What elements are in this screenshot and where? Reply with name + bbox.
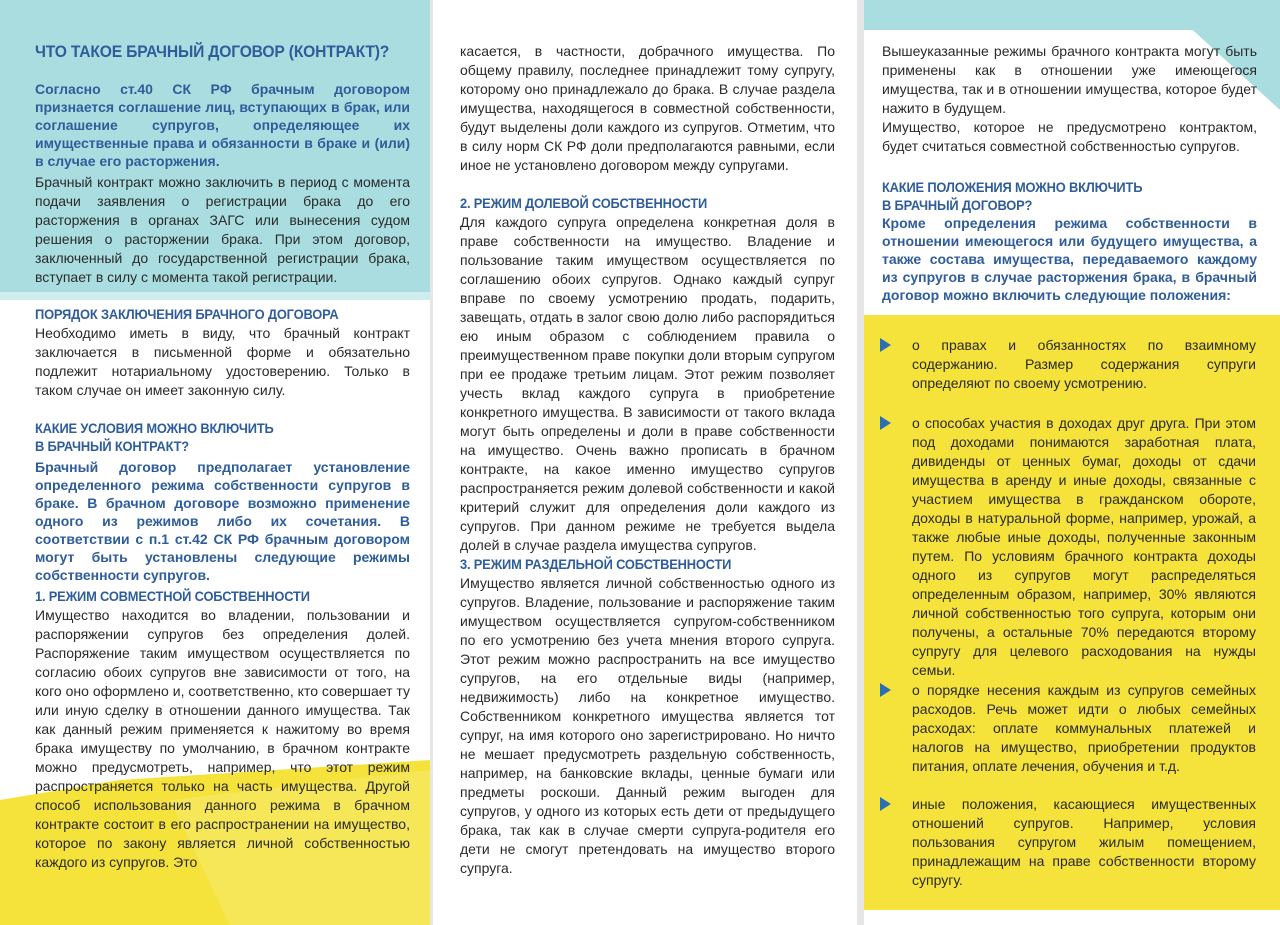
list-item (880, 414, 1256, 680)
paragraph-default-joint: Имущество, которое не предусмотрено контрактом, будет считаться совместной собственностью супругов. (882, 119, 1257, 154)
lead-definition: Согласно ст.40 СК РФ брачным договором признается соглашение лиц, вступающих в брак, или соглашение супругов, определяющее их имущественные права и обязанности в браке и (или) в случае его расторжения. (35, 81, 410, 169)
bullet-income-participation: о способах участия в доходах друг друга. При этом под доходами понимаются заработная плата, дивиденды от ценных бумаг, доходы от сдачи имущества в аренду и иные доходы, связанные с участием имущества в гражданском обороте, доходы в натуральной форме, например, урожай, а также любые иные доходы, полученные законным путем. По условиям брачного контракта доходы одного из супругов могут распределяться определенным образом, например, 30% являются личной собственностью того супруга, которым они получены, а остальные 70% передаются второму супругу для целевого расходования на нужды семьи. (912, 415, 1256, 678)
lead-provisions: Кроме определения режима собственности в отношении имеющегося или будущего имущества, а также состава имущества, передаваемого каждому из супругов в случае расторжения брака, в брачный договор можно включить следующие положения: (882, 215, 1257, 303)
paragraph-premarital-property: касается, в частности, добрачного имущества. По общему правилу, последнее принадлежит тому супругу, которому оно принадлежало до брака. В случае раздела имущества, находящегося в совместной собственности, будут выделены доли каждого из супругов. Отметим, что в силу норм СК РФ доли предполагаются равными, если иное не установлено договором между супругами. (460, 43, 835, 173)
paragraph-conclusion-period: Брачный контракт можно заключить в период с момента подачи заявления о регистрации брака до его расторжения в органах ЗАГС или вынесения судом решения о расторжении брака. При этом договор, заключенный до государственной регистрации брака, вступает в силу с момента такой регистрации. (35, 174, 410, 285)
paragraph-regime-shared: Для каждого супруга определена конкретная доля в праве собственности на имущество. Владение и пользование таким имуществом осуществляется по соглашению обоих супругов. Однако каждый супруг вправе по своему усмотрению продать, подарить, завещать, отдать в залог свою долю либо распорядиться ею иным образом с соблюдением правила о преимущественном праве покупки доли вторым супругом при ее продаже третьим лицам. Этот режим позволяет учесть вклад каждого супруга в приобретение конкретного имущества. В зависимости от такого вклада могут быть определены и доли в праве собственности на имущество. Очень важно прописать в брачном контракте, на какое именно имущество супругов распространяется режим долевой собственности и какой критерий служит для определения доли каждого из супругов. При данном режиме не требуется выдела долей в случае раздела имущества супругов. (460, 214, 835, 553)
arrow-bullet-icon (880, 797, 891, 811)
panel-right (860, 0, 1280, 925)
panel-middle (430, 0, 860, 925)
arrow-bullet-icon (880, 338, 891, 352)
heading-conditions-line1: КАКИЕ УСЛОВИЯ МОЖНО ВКЛЮЧИТЬ (35, 420, 274, 436)
lead-regimes: Брачный договор предполагает установление определенного режима собственности супругов в браке. В брачном договоре возможно применение одного из режимов либо их сочетания. В соответствии с п.1 ст.42 СК РФ брачным договором могут быть установлены следующие режимы собственности супругов. (35, 459, 410, 583)
title-what-is-contract: ЧТО ТАКОЕ БРАЧНЫЙ ДОГОВОР (КОНТРАКТ)? (35, 42, 390, 61)
heading-regime-joint: 1. РЕЖИМ СОВМЕСТНОЙ СОБСТВЕННОСТИ (35, 588, 310, 604)
heading-provisions-line2: В БРАЧНЫЙ ДОГОВОР? (882, 197, 1033, 213)
list-item (880, 681, 1256, 776)
paragraph-order: Необходимо иметь в виду, что брачный контракт заключается в письменной форме и обязательно подлежит нотариальному удостоверению. Только в таком случае он имеет законную силу. (35, 325, 410, 398)
bullet-other-provisions: иные положения, касающиеся имущественных отношений супругов. Например, условия пользования супругом жилым помещением, принадлежащим на праве собственности второму супругу. (912, 796, 1256, 888)
bullet-family-expenses: о порядке несения каждым из супругов семейных расходов. Речь может идти о любых семейных расходах: оплате коммунальных платежей и налогов на имущество, приобретении продуктов питания, оплате лечения, обучения и т.д. (912, 682, 1256, 774)
list-item (880, 336, 1256, 393)
heading-regime-shared: 2. РЕЖИМ ДОЛЕВОЙ СОБСТВЕННОСТИ (460, 195, 708, 211)
heading-provisions-line1: КАКИЕ ПОЛОЖЕНИЯ МОЖНО ВКЛЮЧИТЬ (882, 179, 1143, 195)
heading-conditions-line2: В БРАЧНЫЙ КОНТРАКТ? (35, 438, 189, 454)
paragraph-regimes-application: Вышеуказанные режимы брачного контракта могут быть применены как в отношении уже имеющегося имущества, так и в отношении имущества, которое будет нажито в будущем. (882, 43, 1257, 116)
bullet-mutual-support: о правах и обязанностях по взаимному содержанию. Размер содержания супруги определяют по своему усмотрению. (912, 337, 1256, 391)
list-item (880, 795, 1256, 890)
arrow-bullet-icon (880, 683, 891, 697)
heading-regime-separate: 3. РЕЖИМ РАЗДЕЛЬНОЙ СОБСТВЕННОСТИ (460, 556, 732, 572)
panel-left (0, 0, 430, 925)
heading-order: ПОРЯДОК ЗАКЛЮЧЕНИЯ БРАЧНОГО ДОГОВОРА (35, 306, 339, 322)
paragraph-regime-joint: Имущество находится во владении, пользовании и распоряжении супругов без определения долей. Распоряжение таким имуществом осуществляется по согласию обоих супругов вне зависимости от того, на кого оно оформлено и, соответственно, кто совершает ту или иную сделку в отношении данного имущества. Так как данный режим применяется к нажитому во время брака имуществу по умолчанию, в брачном контракте можно предусмотреть, например, что этот режим распространяется только на часть имущества. Другой способ использования данного режима в брачном контракте состоит в его распространении на имущество, которое по закону является личной собственностью каждого из супругов. Это (35, 607, 410, 870)
arrow-bullet-icon (880, 416, 891, 430)
paragraph-regime-separate: Имущество является личной собственностью одного из супругов. Владение, пользование и распоряжение таким имуществом осуществляется супругом-собственником по его усмотрению без учета мнения второго супруга. Этот режим можно распространить на все имущество супругов, на его отдельные виды (например, недвижимость) либо на конкретное имущество. Собственником конкретного имущества является тот супруг, на имя которого оно зарегистрировано. Но ничто не мешает предусмотреть раздельную собственность, например, на банковские вклады, ценные бумаги или предметы роскоши. Данный режим выгоден для супругов, у одного из которых есть дети от предыдущего брака, так как в случае смерти супруга-родителя его дети не смогут претендовать на имущество второго супруга. (460, 575, 835, 876)
